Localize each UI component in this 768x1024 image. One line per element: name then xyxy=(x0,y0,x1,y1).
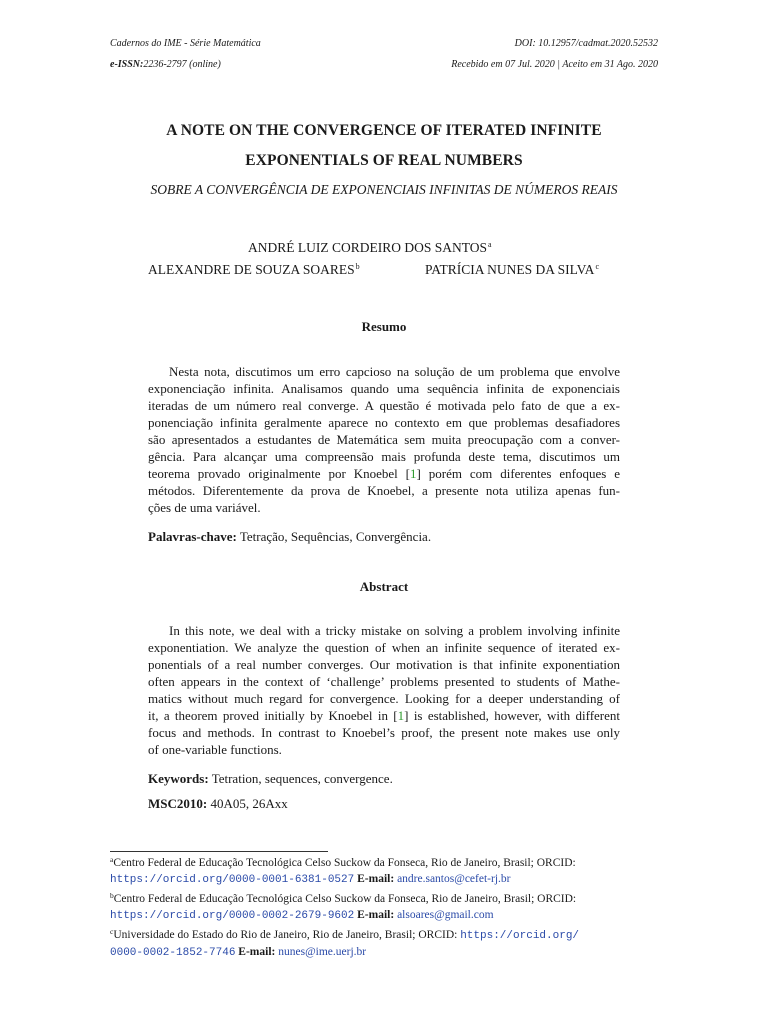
issn-value: 2236-2797 (online) xyxy=(143,59,221,70)
subtitle: SOBRE A CONVERGÊNCIA DE EXPONENCIAIS INFINITAS DE NÚMEROS REAIS xyxy=(150,182,618,197)
keywords xyxy=(148,771,393,787)
abstract-line: ponentials of a real number converges. Our motivation is that infinite exponentiation xyxy=(148,657,620,672)
resumo-heading: Resumo xyxy=(361,319,407,334)
abstract-line: of one-variable functions. xyxy=(148,742,282,757)
text-run: teorema provado originalmente por Knoebel [ xyxy=(148,466,410,481)
issn xyxy=(110,59,221,70)
resumo-line: ponenciação infinita geralmente aparece no contexto em que problemas desafiadores xyxy=(148,415,620,430)
email-label: E-mail: xyxy=(357,909,395,921)
email-link[interactable]: andre.santos@cefet-rj.br xyxy=(397,873,511,885)
footnote-mark: a xyxy=(110,855,114,864)
author-name: ALEXANDRE DE SOUZA SOARES xyxy=(148,262,355,277)
resumo-line-citation xyxy=(148,465,620,482)
orcid-link-continued[interactable]: 0000-0002-1852-7746 xyxy=(110,947,236,959)
issn-label: e-ISSN: xyxy=(110,59,144,70)
abstract-line: matics without much regard for convergence. Looking for a deeper understanding of xyxy=(148,691,620,706)
affiliation-mark: a xyxy=(488,240,492,249)
palavras-chave xyxy=(148,529,431,545)
resumo-line: são apresentados a estudantes de Matemática sem muita preocupação com a conver- xyxy=(148,432,620,447)
orcid-link[interactable]: https://orcid.org/0000-0002-2679-9602 xyxy=(110,910,355,922)
email-link[interactable]: nunes@ime.uerj.br xyxy=(278,946,367,958)
footnote-b-line-1 xyxy=(110,888,658,907)
msc-codes: 40A05, 26Axx xyxy=(210,796,288,811)
abstract-line: In this note, we deal with a tricky mistake on solving a problem involving infinite xyxy=(169,623,620,638)
citation-link[interactable]: 1 xyxy=(410,466,417,481)
text-run: ] is established, however, with different xyxy=(404,708,620,723)
abstract-paragraph xyxy=(148,622,620,758)
citation-link[interactable]: 1 xyxy=(397,708,405,723)
title-line-1: A NOTE ON THE CONVERGENCE OF ITERATED INFINITE xyxy=(166,122,602,139)
abstract-line: exponentiation. We analyze the question of when an infinite sequence of iterated ex- xyxy=(148,640,620,655)
resumo-line: ções de uma variável. xyxy=(148,500,261,515)
author-1 xyxy=(248,240,492,256)
resumo-paragraph xyxy=(148,363,620,516)
keywords-text: Tetration, sequences, convergence. xyxy=(211,771,393,786)
resumo-line: Nesta nota, discutimos um erro capcioso na solução de um problema que envolve xyxy=(169,364,620,379)
abstract-line: focus and methods. In contrast to Knoebel’s proof, the present note makes use only xyxy=(148,725,620,740)
text-run: ] porém com diferentes enfoques e xyxy=(416,466,621,481)
resumo-line: métodos. Diferentemente da prova de Knoebel, a presente nota utiliza apenas fun- xyxy=(148,483,620,498)
abstract-heading: Abstract xyxy=(359,579,409,594)
author-3 xyxy=(425,262,599,278)
email-label: E-mail: xyxy=(357,873,395,885)
footnote-c-line-1 xyxy=(110,924,658,944)
email-link[interactable]: alsoares@gmail.com xyxy=(397,909,494,921)
footnote-a-line-1 xyxy=(110,852,658,871)
author-name: PATRÍCIA NUNES DA SILVA xyxy=(425,262,595,277)
email-label: E-mail: xyxy=(238,946,276,958)
abstract-line: often appears in the context of ‘challenge’ problems presented to students of Mathe- xyxy=(148,674,620,689)
footnote-mark: c xyxy=(110,927,114,936)
msc-label: MSC2010: xyxy=(148,796,208,811)
affiliation-mark: c xyxy=(595,262,599,271)
footnote-mark: b xyxy=(110,891,114,900)
resumo-line: iteradas de um número real converge. A questão é motivada pelo fato de que a ex- xyxy=(148,398,620,413)
text-run: it, a theorem proved initially by Knoebel in [ xyxy=(148,708,398,723)
keywords-label: Keywords: xyxy=(148,771,209,786)
doi: DOI: 10.12957/cadmat.2020.52532 xyxy=(514,38,658,49)
received-accepted-dates: Recebido em 07 Jul. 2020 | Aceito em 31 Ago. 2020 xyxy=(451,59,658,70)
keywords-label: Palavras-chave: xyxy=(148,529,237,544)
resumo-line: gência. Para alcançar uma compreensão mais profunda deste tema, discutimos um xyxy=(148,449,620,464)
abstract-line-citation xyxy=(148,707,620,724)
affiliation-text: Universidade do Estado do Rio de Janeiro, Rio de Janeiro, Brasil; ORCID: xyxy=(113,929,458,941)
keywords-text: Tetração, Sequências, Convergência. xyxy=(239,529,432,544)
footnote-b-line-2 xyxy=(110,907,658,924)
orcid-link[interactable]: https://orcid.org/0000-0001-6381-0527 xyxy=(110,874,355,886)
author-2 xyxy=(148,262,360,278)
author-name: ANDRÉ LUIZ CORDEIRO DOS SANTOS xyxy=(248,240,488,255)
footnote-c-line-2 xyxy=(110,944,658,961)
journal-name: Cadernos do IME - Série Matemática xyxy=(110,38,261,49)
affiliation-text: Centro Federal de Educação Tecnológica Celso Suckow da Fonseca, Rio de Janeiro, Brasil; ORCID: xyxy=(113,893,577,905)
msc-classification xyxy=(148,796,288,812)
resumo-line: exponenciação infinita. Analisamos quando uma sequência infinita de exponenciais xyxy=(148,381,620,396)
orcid-link[interactable]: https://orcid.org/ xyxy=(460,930,580,942)
title-line-2: EXPONENTIALS OF REAL NUMBERS xyxy=(245,152,523,169)
footnote-a-line-2 xyxy=(110,871,658,888)
affiliation-mark: b xyxy=(355,262,360,271)
footnotes xyxy=(110,852,658,961)
affiliation-text: Centro Federal de Educação Tecnológica Celso Suckow da Fonseca, Rio de Janeiro, Brasil; ORCID: xyxy=(113,857,576,869)
